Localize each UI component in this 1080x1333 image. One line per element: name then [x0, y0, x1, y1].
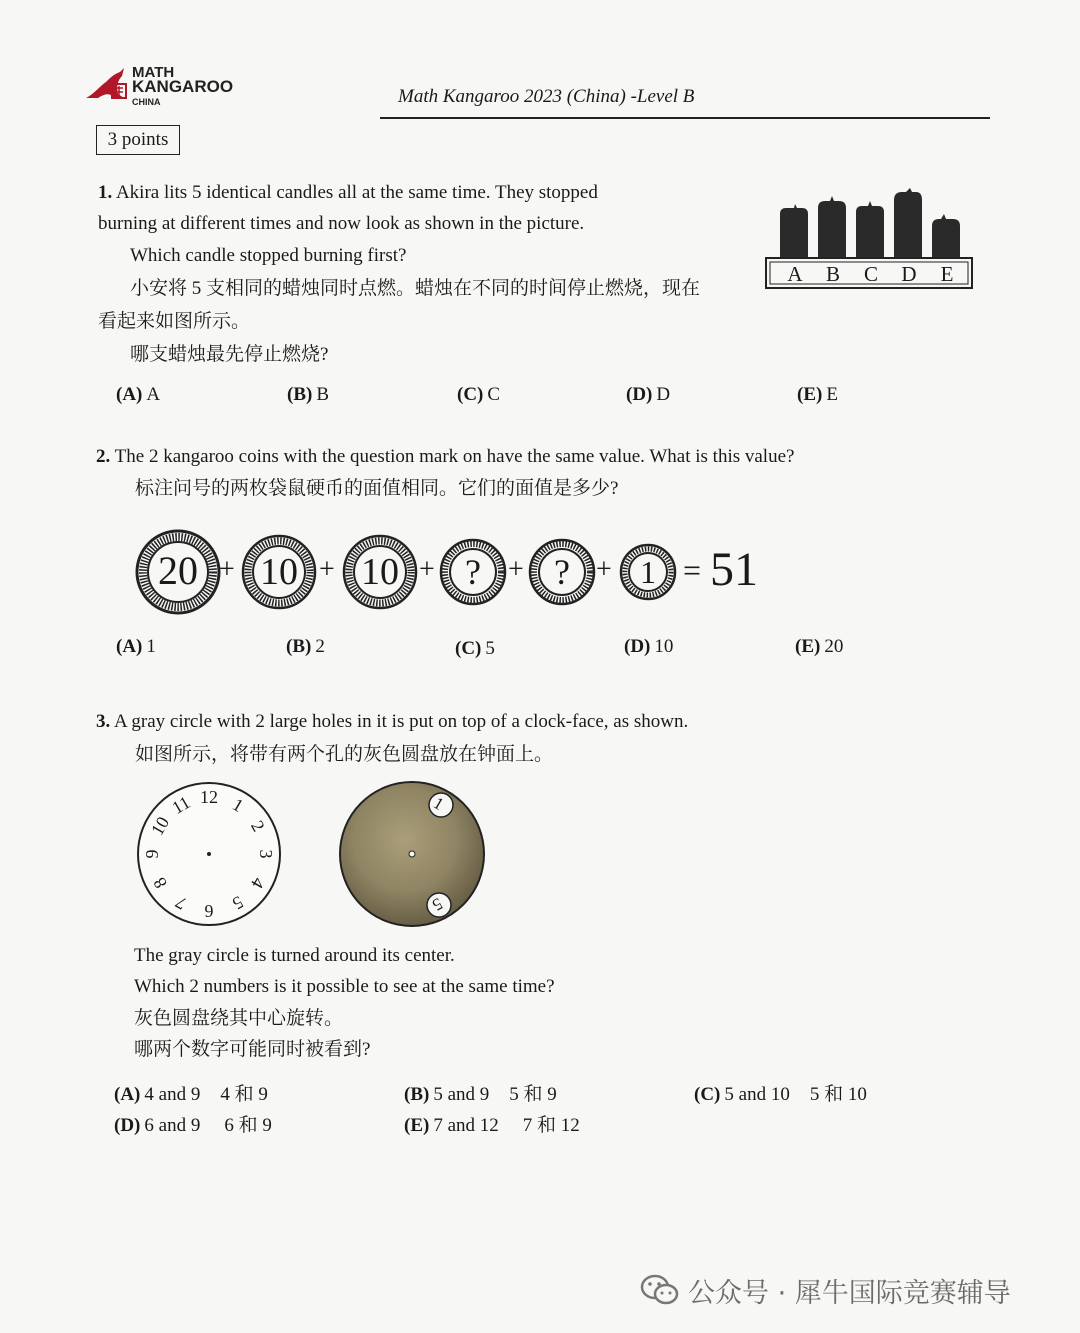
option-letter: (A) [116, 636, 143, 657]
candle-a [780, 204, 808, 258]
option-text-zh: 5 和 10 [809, 1084, 867, 1105]
candle-label-d: D [901, 262, 917, 286]
gray-disc [338, 780, 486, 928]
q2-option-d[interactable] [624, 636, 673, 658]
coins-equation [130, 528, 780, 618]
equals-sign: = [683, 552, 702, 588]
watermark [640, 1270, 1011, 1310]
option-text: 5 and 9 [433, 1084, 490, 1105]
plus-sign: + [219, 554, 235, 585]
candle-label-b: B [825, 262, 840, 286]
q2-option-b[interactable] [286, 636, 325, 658]
wechat-icon [640, 1273, 680, 1307]
clock-number-9: 9 [142, 849, 162, 859]
q3-text-2: The gray circle is turned around its center. [134, 945, 455, 966]
option-letter: (D) [626, 384, 653, 405]
q1-option-d[interactable] [626, 384, 670, 406]
q3-number: 3. [96, 711, 111, 732]
logo-kangaroo: KANGAROO [132, 77, 234, 96]
q1-zh-2: 看起来如图所示。 [98, 311, 251, 332]
option-text: 2 [315, 636, 325, 657]
coin-20: 20 [158, 548, 198, 593]
candle-e [932, 214, 960, 258]
hole-number-1: 1 [430, 793, 447, 814]
clock-number-3: 3 [256, 849, 276, 859]
option-text: A [146, 384, 161, 405]
q1-text-3: Which candle stopped burning first? [130, 245, 407, 266]
option-letter: (E) [795, 636, 821, 657]
clock-number-12: 12 [200, 787, 218, 807]
coin-10: 10 [361, 551, 399, 593]
clock-face [134, 780, 284, 930]
page-title: Math Kangaroo 2023 (China) -Level B [398, 86, 695, 107]
clock-number-1: 1 [228, 793, 247, 816]
option-letter: (B) [404, 1084, 430, 1105]
option-text: 4 and 9 [144, 1084, 201, 1105]
plus-sign: + [596, 554, 612, 585]
q2-option-e[interactable] [795, 636, 843, 658]
option-letter: (C) [694, 1084, 721, 1105]
q3-option-e[interactable] [404, 1110, 580, 1137]
candle-label-c: C [863, 262, 878, 286]
option-text-zh: 4 和 9 [220, 1084, 268, 1105]
option-letter: (B) [286, 636, 312, 657]
q1-zh-3: 哪支蜡烛最先停止燃烧? [130, 344, 329, 365]
option-letter: (C) [455, 638, 482, 659]
option-letter: (C) [457, 384, 484, 405]
coin-question: ? [554, 552, 570, 592]
plus-sign: + [508, 554, 524, 585]
q1-option-e[interactable] [797, 384, 838, 406]
q1-number: 1. [98, 182, 113, 203]
q3-zh-2: 灰色圆盘绕其中心旋转。 [134, 1008, 344, 1029]
candle-d [894, 188, 922, 258]
clock-number-5: 5 [228, 892, 247, 915]
option-letter: (B) [287, 384, 313, 405]
coin-1: 1 [640, 554, 656, 590]
q3-text-3: Which 2 numbers is it possible to see at the same time? [134, 976, 555, 997]
q1-option-c[interactable] [457, 384, 500, 406]
q1-zh-1: 小安将 5 支相同的蜡烛同时点燃。蜡烛在不同的时间停止燃烧，现在 [130, 278, 701, 299]
points-label: 3 points [96, 125, 180, 155]
option-letter: (D) [114, 1115, 141, 1136]
option-letter: (A) [114, 1084, 141, 1105]
option-text: E [826, 384, 838, 405]
watermark-text: 公众号 · 犀牛国际竞赛辅导 [688, 1277, 1011, 1309]
q2-option-a[interactable] [116, 636, 156, 658]
kangaroo-logo [84, 64, 234, 108]
q1-text-1: Akira lits 5 identical candles all at the same time. They stopped [115, 182, 598, 203]
q1-option-b[interactable] [287, 384, 329, 406]
option-letter: (D) [624, 636, 651, 657]
candles-figure [764, 186, 974, 291]
option-letter: (E) [797, 384, 823, 405]
candle-b [818, 196, 846, 258]
candle-label-a: A [787, 262, 803, 286]
clock-number-10: 10 [146, 812, 173, 839]
option-text-zh: 6 和 9 [224, 1115, 272, 1136]
q3-zh-3: 哪两个数字可能同时被看到? [134, 1039, 371, 1060]
option-letter: (A) [116, 384, 143, 405]
option-text: 20 [824, 636, 844, 657]
option-text: D [656, 384, 671, 405]
clock-number-11: 11 [167, 791, 194, 818]
kangaroo-logo-icon [84, 64, 132, 108]
q3-option-b[interactable] [404, 1079, 557, 1106]
q3-option-c[interactable] [694, 1079, 867, 1106]
option-text: 5 [485, 638, 495, 659]
option-text: C [487, 384, 501, 405]
option-text: 10 [654, 636, 674, 657]
option-text-zh: 7 和 12 [522, 1115, 580, 1136]
q3-option-d[interactable] [114, 1110, 272, 1137]
option-text-zh: 5 和 9 [509, 1084, 557, 1105]
option-text: 1 [146, 636, 156, 657]
coin-question: ? [465, 552, 481, 592]
q2-option-c[interactable] [455, 638, 495, 660]
option-text: 6 and 9 [144, 1115, 201, 1136]
plus-sign: + [419, 554, 435, 585]
option-text: 5 and 10 [724, 1084, 790, 1105]
hole-number-5: 5 [429, 894, 446, 915]
q3-line1 [96, 706, 688, 737]
clock-number-6: 6 [204, 901, 214, 921]
option-letter: (E) [404, 1115, 430, 1136]
clock-number-8: 8 [148, 873, 171, 892]
q2-zh-1: 标注问号的两枚袋鼠硬币的面值相同。它们的面值是多少? [135, 478, 619, 499]
coin-10: 10 [260, 551, 298, 593]
candle-label-e: E [940, 262, 954, 286]
q2-text-1: The 2 kangaroo coins with the question mark on have the same value. What is this value? [114, 446, 795, 467]
q3-text-1: A gray circle with 2 large holes in it is put on top of a clock-face, as shown. [113, 711, 689, 732]
plus-sign: + [319, 554, 335, 585]
q3-zh-1: 如图所示，将带有两个孔的灰色圆盘放在钟面上。 [135, 744, 554, 765]
clock-number-4: 4 [247, 873, 270, 892]
q1-text-2: burning at different times and now look as shown in the picture. [98, 213, 585, 234]
q1-line1 [98, 177, 598, 208]
candle-c [856, 201, 884, 258]
result-value: 51 [710, 543, 758, 596]
option-text: 7 and 12 [433, 1115, 499, 1136]
q2-number: 2. [96, 446, 111, 467]
q2-line1 [96, 441, 794, 472]
clock-number-7: 7 [171, 892, 190, 915]
header-divider [380, 117, 990, 119]
option-text: B [316, 384, 330, 405]
logo-china: CHINA [132, 97, 161, 107]
logo-math: MATH [132, 64, 175, 81]
q1-option-a[interactable] [116, 384, 160, 406]
clock-number-2: 2 [247, 816, 270, 835]
q3-option-a[interactable] [114, 1079, 268, 1106]
